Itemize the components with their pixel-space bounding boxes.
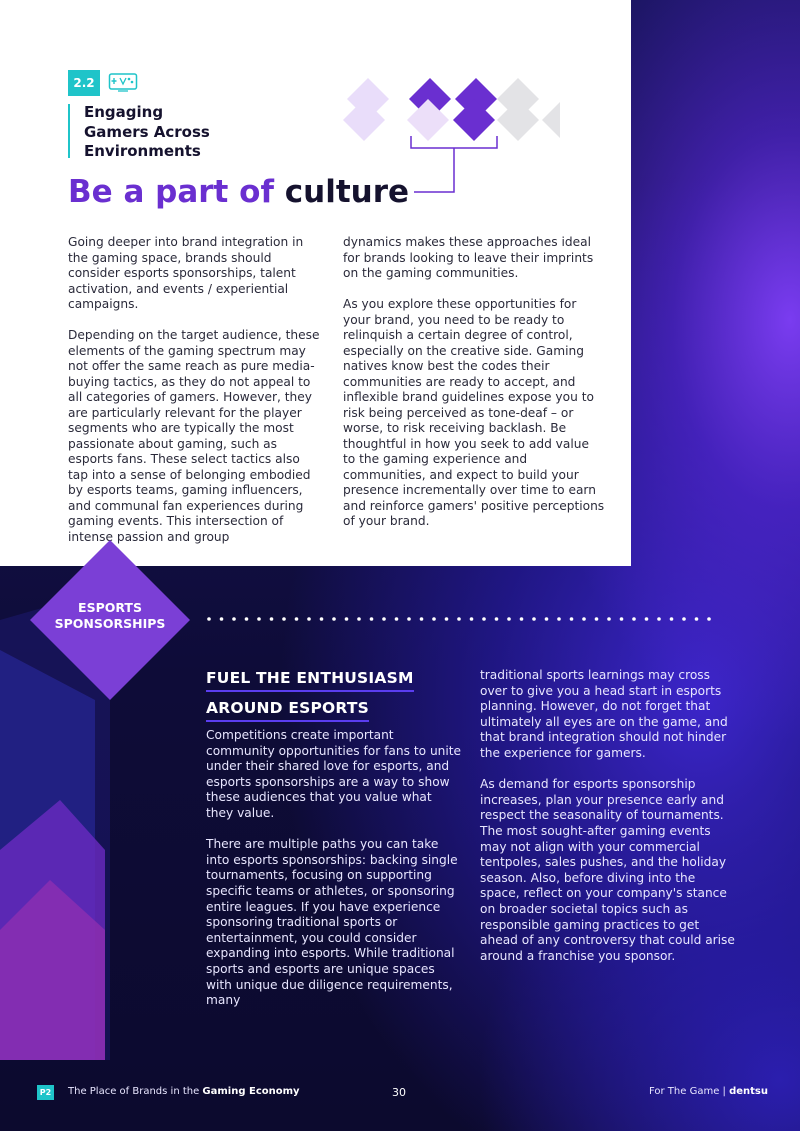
footer-title-text: The Place of Brands in the bbox=[68, 1086, 203, 1097]
footer-brand-text: For The Game | bbox=[649, 1086, 730, 1097]
section-title-line: Environments bbox=[84, 142, 201, 160]
divider-dot bbox=[470, 617, 474, 621]
section-title bbox=[84, 103, 284, 162]
paragraph: traditional sports learnings may cross over to give you a head start in esports planning. However, do not forget that ultimately all eyes are on the game, and that brand integration should not hinder the experience for gamers. bbox=[480, 668, 728, 760]
tag-line: SPONSORSHIPS bbox=[54, 616, 166, 631]
paragraph: As demand for esports sponsorship increases, plan your presence early and respect the seasonality of tournaments. The most sought-after gaming events may not align with your commercial tentpoles, sales pushes, and the holiday season. Also, before diving into the space, reflect on your company's stance on broader societal topics such as responsible gaming practices to get ahead of any controversy that could arise around a franchise you sponsor. bbox=[480, 777, 735, 963]
footer-brand bbox=[649, 1086, 768, 1097]
divider-dot bbox=[457, 617, 461, 621]
paragraph: dynamics makes these approaches ideal for brands looking to leave their imprints on the gaming communities. bbox=[343, 235, 594, 280]
divider-dot bbox=[395, 617, 399, 621]
divider-dot bbox=[657, 617, 661, 621]
divider-dot bbox=[232, 617, 236, 621]
divider-dot bbox=[545, 617, 549, 621]
paragraph: Competitions create important community opportunities for fans to unite under their shared love for esports, and esports sponsorships are a way to show these audiences that you value what they value. bbox=[206, 728, 462, 820]
divider-dot bbox=[570, 617, 574, 621]
subsection-column-1 bbox=[206, 728, 462, 1024]
intro-column-1 bbox=[68, 235, 320, 561]
paragraph: There are multiple paths you can take into esports sponsorships: backing single tournaments, focusing on supporting specific teams or athletes, or sponsoring entire leagues. If you have experience sponsoring traditional sports or entertainment, you could consider expanding into esports. While traditional sports and esports are unique spaces with unique due diligence requirements, many bbox=[206, 837, 458, 1008]
headline-dark-part: culture bbox=[284, 174, 410, 210]
section-title-line: Engaging bbox=[84, 103, 164, 121]
divider-dot bbox=[645, 617, 649, 621]
divider-dot bbox=[407, 617, 411, 621]
divider-dot bbox=[707, 617, 711, 621]
divider-dot bbox=[420, 617, 424, 621]
subsection-title-line: FUEL THE ENTHUSIASM bbox=[206, 667, 414, 692]
section-title-line: Gamers Across bbox=[84, 122, 210, 141]
divider-dot bbox=[620, 617, 624, 621]
subsection-column-2 bbox=[480, 668, 736, 980]
footer-title-bold: Gaming Economy bbox=[202, 1086, 300, 1097]
divider-dot bbox=[507, 617, 511, 621]
paragraph: As you explore these opportunities for your brand, you need to be ready to relinquish a certain degree of control, especially on the creative side. Gaming natives know best the codes their communities are ready to accept, and inflexible brand guidelines expose you to risk being perceived as tone-deaf – or worse, to risk receiving backlash. Be thoughtful in how you seek to add value to the gaming experience and communities, and expect to build your presence incrementally over time to earn and reinforce gamers' positive perceptions of your brand. bbox=[343, 297, 605, 528]
divider-dot bbox=[332, 617, 336, 621]
paragraph: Depending on the target audience, these elements of the gaming spectrum may not offer the same reach as pure media-buying tactics, as they do not appeal to all categories of gamers. However, they are particularly relevant for the player segments who are typically the most passionate about gaming, such as esports fans. These select tactics also tap into a sense of belonging embodied by esports teams, gaming influencers, and communal fan experiences during gaming events. This intersection of intense passion and group bbox=[68, 328, 320, 544]
divider-dot bbox=[495, 617, 499, 621]
footer-part-badge: P2 bbox=[37, 1085, 54, 1100]
subsection-title bbox=[206, 667, 414, 727]
divider-dot bbox=[257, 617, 261, 621]
divider-dot bbox=[595, 617, 599, 621]
divider-dot bbox=[607, 617, 611, 621]
divider-dot bbox=[245, 617, 249, 621]
footer-brand-logo: dentsu bbox=[729, 1086, 768, 1097]
divider-dot bbox=[207, 617, 211, 621]
tag-line: ESPORTS bbox=[78, 600, 142, 615]
divider-dot bbox=[432, 617, 436, 621]
divider-dot bbox=[520, 617, 524, 621]
subsection-title-line: AROUND ESPORTS bbox=[206, 697, 369, 722]
divider-dot bbox=[582, 617, 586, 621]
controller-icon bbox=[108, 72, 138, 92]
headline-purple-part: Be a part of bbox=[68, 174, 285, 210]
paragraph: Going deeper into brand integration in the gaming space, brands should consider esports sponsorships, talent activation, and events / experiential campaigns. bbox=[68, 235, 304, 311]
page-headline bbox=[68, 172, 409, 212]
divider-dot bbox=[670, 617, 674, 621]
section-accent-bar bbox=[68, 104, 70, 158]
divider-dot bbox=[370, 617, 374, 621]
esports-sponsorships-tag bbox=[40, 600, 180, 632]
divider-dot bbox=[357, 617, 361, 621]
divider-dot bbox=[282, 617, 286, 621]
section-number-badge: 2.2 bbox=[68, 70, 100, 96]
divider-dot bbox=[682, 617, 686, 621]
divider-dot bbox=[445, 617, 449, 621]
divider-dot bbox=[220, 617, 224, 621]
divider-dot bbox=[270, 617, 274, 621]
divider-dot bbox=[295, 617, 299, 621]
page-number: 30 bbox=[392, 1086, 406, 1099]
intro-column-2 bbox=[343, 235, 605, 545]
divider-dot bbox=[320, 617, 324, 621]
divider-dot bbox=[695, 617, 699, 621]
divider-dot bbox=[382, 617, 386, 621]
divider-dot bbox=[532, 617, 536, 621]
dotted-divider bbox=[206, 613, 716, 625]
divider-dot bbox=[632, 617, 636, 621]
divider-dot bbox=[557, 617, 561, 621]
divider-dot bbox=[307, 617, 311, 621]
footer-publication-title bbox=[68, 1086, 300, 1097]
divider-dot bbox=[345, 617, 349, 621]
divider-dot bbox=[482, 617, 486, 621]
